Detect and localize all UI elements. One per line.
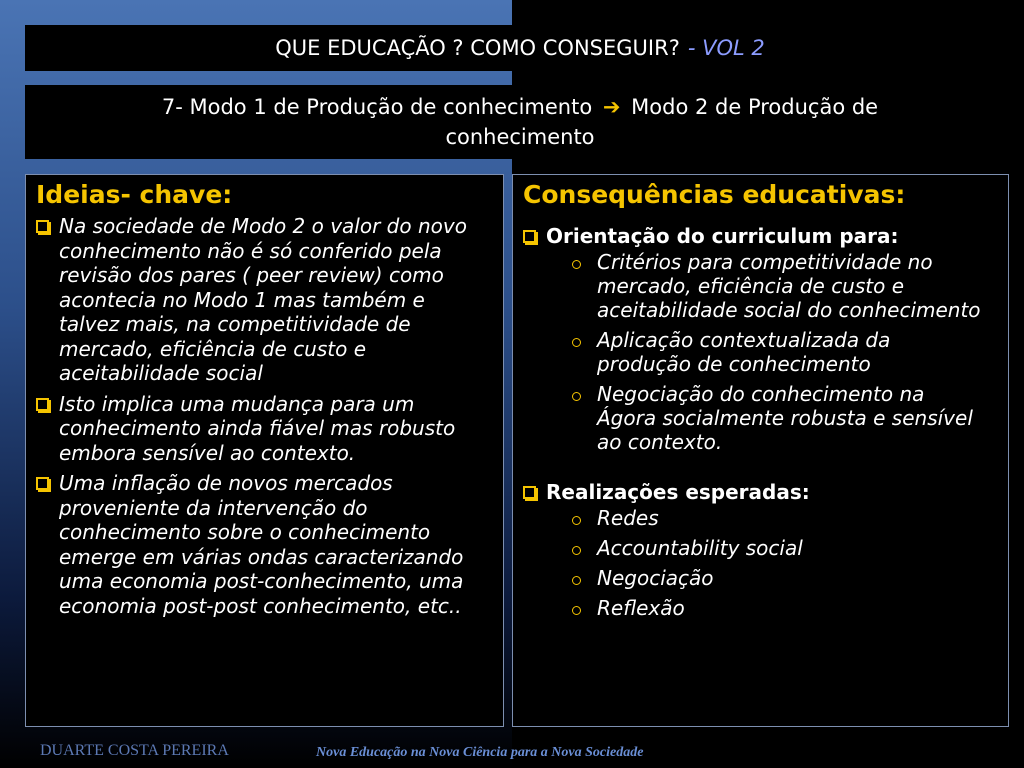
- key-idea-text: Na sociedade de Modo 2 o valor do novo conhecimento não é só conferido pela revisão dos pares ( peer review) como acontecia no Modo 1 mas também e talvez mais, na competitividade de mercado, eficiência de custo e aceitabilidade social: [59, 214, 467, 385]
- key-idea-item: [36, 471, 495, 618]
- circle-bullet-icon: [572, 338, 581, 347]
- curriculum-orientation-label: Orientação do curriculum para:: [546, 224, 899, 248]
- sub-list-item: [572, 596, 1002, 620]
- key-idea-text: Uma inflação de novos mercados proveniente da intervenção do conhecimento sobre o conhecimento emerge em várias ondas caracterizando uma economia post-conhecimento, uma economia post-post conhecimento, etc..: [59, 471, 464, 618]
- consequences-heading: Consequências educativas:: [523, 180, 906, 209]
- sub-item-text: Negociação: [597, 566, 714, 590]
- expected-outcomes-label: Realizações esperadas:: [546, 480, 810, 504]
- key-idea-text: Isto implica uma mudança para um conhecimento ainda fiável mas robusto embora sensível ao contexto.: [59, 391, 456, 465]
- title-dash: -: [687, 36, 696, 60]
- slide-subtitle: [25, 85, 1015, 159]
- subtitle-part-1: 7- Modo 1 de Produção de conhecimento: [161, 95, 593, 119]
- sub-item-text: Reflexão: [597, 596, 685, 620]
- sub-item-text: Critérios para competitividade no mercado, eficiência de custo e aceitabilidade social do conhecimento: [597, 250, 981, 322]
- sub-item-text: Accountability social: [597, 536, 803, 560]
- sub-item-text: Negociação do conhecimento na Ágora socialmente robusta e sensível ao contexto.: [597, 382, 973, 454]
- arrow-right-icon: ➔: [602, 95, 621, 119]
- circle-bullet-icon: [572, 516, 581, 525]
- curriculum-orientation-item: [523, 224, 1002, 248]
- footer-tagline: Nova Educação na Nova Ciência para a Nova Sociedade: [316, 745, 644, 760]
- circle-bullet-icon: [572, 392, 581, 401]
- sub-list-item: [572, 382, 1002, 454]
- slide-title: [25, 25, 1015, 71]
- key-ideas-heading: Ideias- chave:: [36, 180, 233, 209]
- circle-bullet-icon: [572, 546, 581, 555]
- key-idea-item: [36, 214, 495, 386]
- subtitle-line-1: [162, 92, 878, 122]
- square-bullet-icon: [523, 486, 536, 499]
- sub-list-item: [572, 328, 1002, 376]
- circle-bullet-icon: [572, 260, 581, 269]
- square-bullet-icon: [36, 398, 49, 411]
- sub-list-item: [572, 566, 1002, 590]
- key-ideas-panel: [25, 174, 504, 727]
- title-vol-text: VOL 2: [702, 36, 765, 60]
- sub-list-item: [572, 250, 1002, 322]
- circle-bullet-icon: [572, 576, 581, 585]
- title-vol: [688, 36, 765, 60]
- consequences-panel: [512, 174, 1009, 727]
- subtitle-line-2: conhecimento: [445, 125, 595, 149]
- sub-item-text: Aplicação contextualizada da produção de conhecimento: [597, 328, 891, 376]
- sub-list-item: [572, 536, 1002, 560]
- footer-author: DUARTE COSTA PEREIRA: [40, 742, 229, 759]
- sub-list-item: [572, 506, 1002, 530]
- title-text: QUE EDUCAÇÃO ? COMO CONSEGUIR?: [275, 36, 680, 60]
- square-bullet-icon: [523, 230, 536, 243]
- expected-outcomes-item: [523, 480, 1002, 504]
- subtitle-part-2: Modo 2 de Produção de: [631, 95, 879, 119]
- sub-item-text: Redes: [597, 506, 659, 530]
- square-bullet-icon: [36, 220, 49, 233]
- circle-bullet-icon: [572, 606, 581, 615]
- key-idea-item: [36, 392, 495, 466]
- square-bullet-icon: [36, 477, 49, 490]
